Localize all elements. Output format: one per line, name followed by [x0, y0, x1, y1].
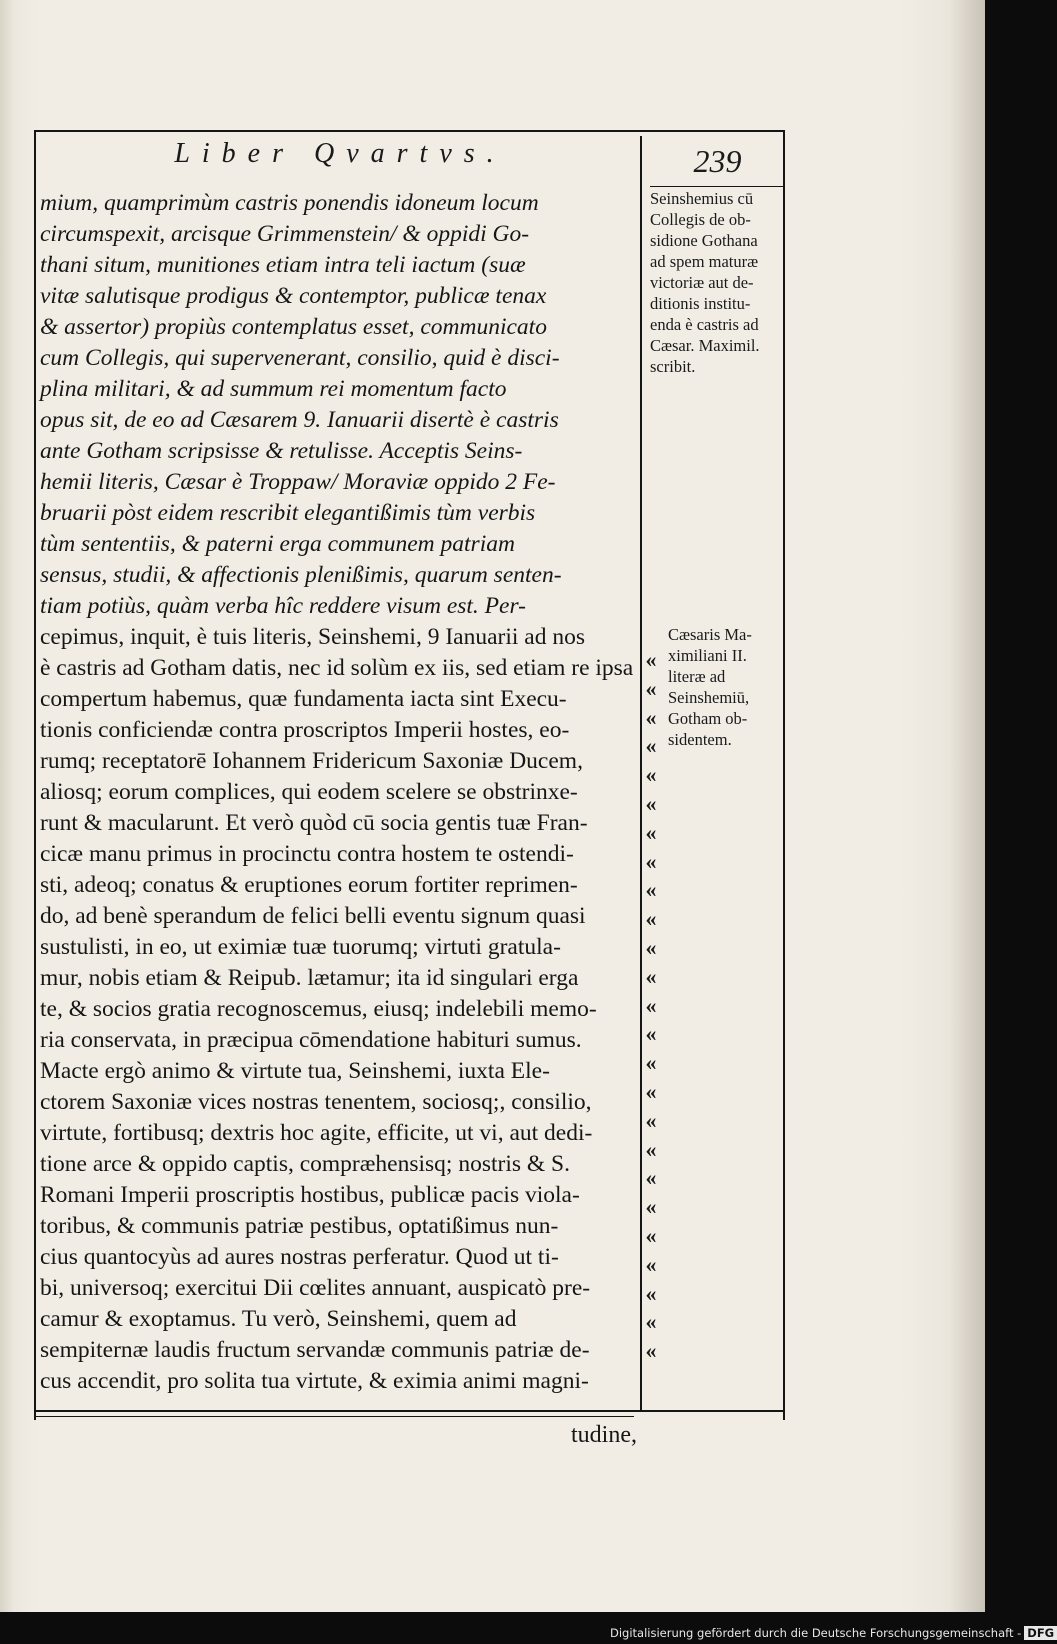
- quotation-mark: «: [645, 906, 657, 932]
- quotation-mark: «: [645, 1309, 657, 1335]
- quotation-mark: «: [645, 704, 657, 730]
- credit-text: Digitalisierung gefördert durch die Deutsche Forschungsgemeinschaft -: [610, 1626, 1022, 1640]
- quotation-mark: «: [645, 1280, 657, 1306]
- text-line: ria conservata, in præcipua cōmendatione habituri sumus.: [40, 1027, 582, 1053]
- margin-note-line: literæ ad: [668, 667, 726, 686]
- margin-note-line: ximiliani II.: [668, 646, 747, 665]
- quotation-mark: «: [645, 762, 657, 788]
- quotation-mark: «: [645, 848, 657, 874]
- text-line: bruarii pòst eidem rescribit elegantißimis tùm verbis: [40, 500, 536, 526]
- quotation-mark: «: [645, 1251, 657, 1277]
- frame-left-rule: [34, 130, 36, 1420]
- text-line: toribus, & communis patriæ pestibus, optatißimus nun-: [40, 1213, 559, 1239]
- text-line: è castris ad Gotham datis, nec id solùm ex iis, sed etiam re ipsa: [40, 655, 634, 681]
- margin-note-line: Cæsaris Ma-: [668, 625, 752, 644]
- margin-note-line: enda è castris ad: [650, 315, 759, 334]
- quotation-mark: «: [645, 791, 657, 816]
- quotation-mark: «: [645, 963, 657, 989]
- quotation-mark: «: [645, 1223, 657, 1248]
- margin-note-line: Seinshemius cū: [650, 189, 754, 208]
- text-line: tione arce & oppido captis, compræhensisq; nostris & S.: [40, 1151, 570, 1177]
- digitization-credit: [610, 1626, 1055, 1642]
- text-line: virtute, fortibusq; dextris hoc agite, efficite, ut vi, aut dedi-: [40, 1120, 593, 1146]
- quotation-mark: «: [645, 1338, 657, 1364]
- margin-note-line: Gotham ob-: [668, 709, 748, 728]
- margin-note-1: [650, 188, 782, 377]
- running-title: Liber Qvartvs.: [174, 138, 506, 169]
- text-line: plina militari, & ad summum rei momentum facto: [40, 376, 507, 402]
- main-text-column: [40, 188, 638, 1408]
- quotation-mark: «: [645, 1107, 657, 1133]
- margin-note-line: victoriæ aut de-: [650, 273, 754, 292]
- text-line: ctorem Saxoniæ vices nostras tenentem, sociosq;, consilio,: [40, 1089, 592, 1115]
- text-line: sensus, studii, & affectionis plenißimis, quarum senten-: [40, 562, 562, 588]
- quotation-mark: «: [645, 1136, 657, 1162]
- text-line: circumspexit, arcisque Grimmenstein/ & oppidi Go-: [40, 221, 530, 247]
- frame-right-rule: [783, 130, 785, 1420]
- text-line: tionis conficiendæ contra proscriptos Imperii hostes, eo-: [40, 717, 570, 743]
- frame-top-rule: [34, 130, 784, 132]
- text-line: sustulisti, in eo, ut eximiæ tuæ tuorumq; virtuti gratula-: [40, 934, 561, 960]
- margin-note-line: Seinshemiū,: [668, 688, 750, 707]
- text-line: sempiternæ laudis fructum servandæ communis patriæ de-: [40, 1337, 590, 1363]
- text-line: & assertor) propiùs contemplatus esset, communicato: [40, 314, 547, 340]
- frame-bottom-rule: [34, 1410, 784, 1412]
- quotation-mark: «: [645, 675, 657, 701]
- quotation-mark: «: [645, 1021, 657, 1047]
- margin-note-2: [668, 624, 784, 750]
- text-line: cius quantocyùs ad aures nostras perferatur. Quod ut ti-: [40, 1244, 559, 1270]
- quotation-mark: «: [645, 992, 657, 1018]
- text-line: vitæ salutisque prodigus & contemptor, publicæ tenax: [40, 283, 547, 309]
- text-line: cicæ manu primus in procinctu contra hostem te ostendi-: [40, 841, 574, 867]
- text-line: do, ad benè sperandum de felici belli eventu signum quasi: [40, 903, 586, 929]
- text-line: ante Gotham scripsisse & retulisse. Acceptis Seins-: [40, 438, 523, 464]
- text-line: sti, adeoq; conatus & eruptiones eorum fortiter reprimen-: [40, 872, 578, 898]
- quotation-mark: «: [645, 1165, 657, 1191]
- text-line: runt & macularunt. Et verò quòd cū socia gentis tuæ Fran-: [40, 810, 588, 836]
- text-line: opus sit, de eo ad Cæsarem 9. Ianuarii disertè è castris: [40, 407, 559, 433]
- text-line: Macte ergò animo & virtute tua, Seinshemi, iuxta Ele-: [40, 1058, 550, 1084]
- text-line: aliosq; eorum complices, qui eodem scelere se obstrinxe-: [40, 779, 578, 805]
- text-line: camur & exoptamus. Tu verò, Seinshemi, quem ad: [40, 1306, 517, 1332]
- text-line: tiam potiùs, quàm verba hîc reddere visum est. Per-: [40, 593, 526, 619]
- text-line: tùm sententiis, & paterni erga communem patriam: [40, 531, 515, 557]
- text-line: bi, universoq; exercitui Dii cœlites annuant, auspicatò pre-: [40, 1275, 591, 1301]
- margin-note-line: ditionis institu-: [650, 294, 751, 313]
- quotation-mark: «: [645, 733, 657, 759]
- margin-note-line: sidentem.: [668, 730, 732, 749]
- text-line: Romani Imperii proscriptis hostibus, publicæ pacis viola-: [40, 1182, 580, 1208]
- margin-note-line: Cæsar. Maximil.: [650, 336, 760, 355]
- text-line: thani situm, munitiones etiam intra teli iactum (suæ: [40, 252, 526, 278]
- page-number: 239: [693, 143, 742, 179]
- quotation-mark: «: [645, 647, 657, 672]
- quotation-mark: «: [645, 877, 657, 903]
- text-line: cum Collegis, qui supervenerant, consilio, quid è disci-: [40, 345, 560, 371]
- folio-underline: [650, 186, 785, 187]
- quotation-mark: «: [645, 1079, 657, 1104]
- quotation-mark: «: [645, 1194, 657, 1220]
- text-line: compertum habemus, quæ fundamenta iacta sint Execu-: [40, 686, 567, 712]
- text-line: cus accendit, pro solita tua virtute, & eximia animi magni-: [40, 1368, 589, 1394]
- text-line: hemii literis, Cæsar è Troppaw/ Moraviæ oppido 2 Fe-: [40, 469, 556, 495]
- margin-note-line: scribit.: [650, 357, 696, 376]
- quotation-marks-column: [638, 647, 664, 1400]
- margin-note-line: ad spem maturæ: [650, 252, 759, 271]
- margin-note-line: sidione Gothana: [650, 231, 758, 250]
- quotation-mark: «: [645, 1050, 657, 1076]
- page-gutter-shadow: [948, 0, 985, 1612]
- margin-note-line: Collegis de ob-: [650, 210, 751, 229]
- quotation-mark: «: [645, 819, 657, 845]
- text-line: mium, quamprimùm castris ponendis idoneum locum: [40, 190, 539, 216]
- catchword: tudine,: [571, 1422, 637, 1448]
- frame-bottom-rule-inner: [34, 1416, 634, 1417]
- text-line: rumq; receptatorē Iohannem Fridericum Saxoniæ Ducem,: [40, 748, 583, 774]
- dfg-logo: DFG: [1024, 1626, 1057, 1640]
- text-line: te, & socios gratia recognoscemus, eiusq; indelebili memo-: [40, 996, 597, 1022]
- text-line: mur, nobis etiam & Reipub. lætamur; ita id singulari erga: [40, 965, 579, 991]
- quotation-mark: «: [645, 935, 657, 960]
- text-line: cepimus, inquit, è tuis literis, Seinshemi, 9 Ianuarii ad nos: [40, 624, 585, 650]
